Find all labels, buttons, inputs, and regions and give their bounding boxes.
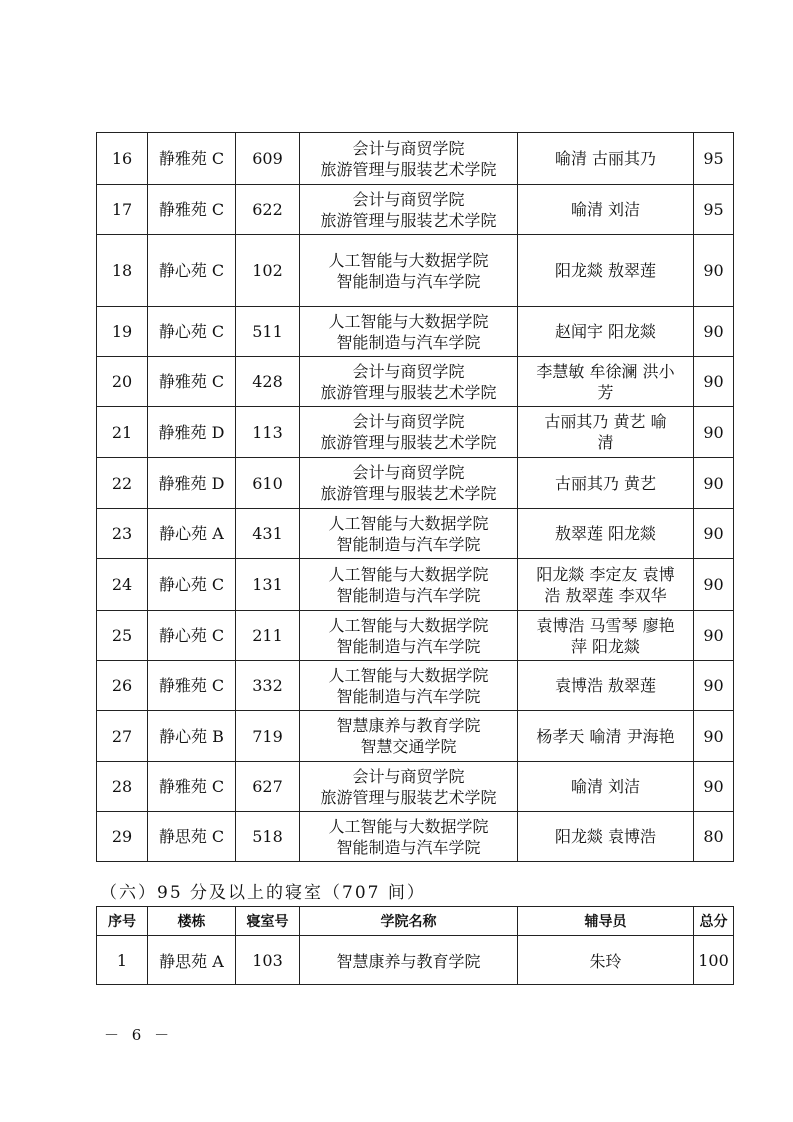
cell-tutors bbox=[518, 509, 694, 559]
cell-tutors bbox=[518, 407, 694, 458]
cell-score: 90 bbox=[694, 711, 734, 762]
cell-colleges-line: 智能制造与汽车学院 bbox=[336, 332, 481, 352]
cell-colleges-line: 智慧康养与教育学院 bbox=[336, 716, 481, 735]
table-row bbox=[97, 711, 734, 762]
cell-tutors bbox=[518, 559, 694, 611]
cell-building: 静心苑 B bbox=[148, 711, 236, 762]
cell-score: 90 bbox=[694, 661, 734, 711]
cell-building: 静雅苑 D bbox=[148, 407, 236, 458]
table-row bbox=[97, 458, 734, 509]
table-row bbox=[97, 936, 734, 985]
cell-colleges-line: 智能制造与汽车学院 bbox=[336, 271, 481, 291]
cell-room: 518 bbox=[236, 812, 300, 862]
cell-colleges-line: 会计与商贸学院 bbox=[352, 463, 465, 482]
cell-building: 静雅苑 C bbox=[148, 357, 236, 407]
cell-no: 19 bbox=[97, 307, 148, 357]
cell-colleges bbox=[300, 611, 518, 661]
cell-tutors-line: 阳龙燚 李定友 袁博 bbox=[536, 564, 675, 584]
cell-room: 719 bbox=[236, 711, 300, 762]
cell-colleges-line: 智能制造与汽车学院 bbox=[336, 636, 481, 656]
cell-colleges bbox=[300, 661, 518, 711]
cell-colleges-line: 人工智能与大数据学院 bbox=[328, 816, 489, 836]
cell-college: 智慧康养与教育学院 bbox=[300, 936, 518, 985]
cell-tutors bbox=[518, 812, 694, 862]
cell-tutors-line: 芳 bbox=[597, 382, 614, 402]
cell-colleges bbox=[300, 235, 518, 307]
table-row bbox=[97, 762, 734, 812]
cell-room: 102 bbox=[236, 235, 300, 307]
cell-tutors-line: 李慧敏 牟徐澜 洪小 bbox=[536, 361, 675, 381]
cell-score: 90 bbox=[694, 611, 734, 661]
cell-score: 90 bbox=[694, 458, 734, 509]
table-row bbox=[97, 407, 734, 458]
dormitory-score-table-body bbox=[97, 133, 734, 862]
cell-tutors-line: 敖翠莲 阳龙燚 bbox=[554, 524, 657, 543]
cell-score: 95 bbox=[694, 185, 734, 235]
cell-building: 静思苑 A bbox=[148, 936, 236, 985]
cell-colleges bbox=[300, 407, 518, 458]
cell-tutors-line: 喻清 刘洁 bbox=[570, 777, 641, 796]
cell-colleges bbox=[300, 357, 518, 407]
cell-tutors bbox=[518, 357, 694, 407]
cell-tutors bbox=[518, 611, 694, 661]
cell-colleges-line: 智能制造与汽车学院 bbox=[336, 837, 481, 857]
cell-no: 1 bbox=[97, 936, 148, 985]
cell-building: 静雅苑 C bbox=[148, 133, 236, 185]
cell-colleges bbox=[300, 711, 518, 762]
cell-score: 90 bbox=[694, 509, 734, 559]
cell-colleges bbox=[300, 559, 518, 611]
cell-score: 80 bbox=[694, 812, 734, 862]
cell-tutors bbox=[518, 185, 694, 235]
cell-tutors bbox=[518, 458, 694, 509]
cell-no: 23 bbox=[97, 509, 148, 559]
cell-colleges-line: 会计与商贸学院 bbox=[352, 412, 465, 431]
section-heading: （六）95 分及以上的寝室（707 间） bbox=[100, 883, 426, 903]
cell-colleges-line: 人工智能与大数据学院 bbox=[328, 311, 489, 331]
cell-building: 静心苑 C bbox=[148, 559, 236, 611]
cell-colleges-line: 智慧交通学院 bbox=[360, 737, 457, 756]
cell-colleges bbox=[300, 509, 518, 559]
cell-no: 25 bbox=[97, 611, 148, 661]
cell-score: 95 bbox=[694, 133, 734, 185]
header-score: 总分 bbox=[694, 907, 734, 936]
cell-building: 静思苑 C bbox=[148, 812, 236, 862]
table-row bbox=[97, 661, 734, 711]
top-dormitory-table bbox=[96, 906, 734, 985]
cell-colleges-line: 会计与商贸学院 bbox=[352, 766, 465, 786]
header-tutor: 辅导员 bbox=[518, 907, 694, 936]
cell-tutors bbox=[518, 307, 694, 357]
cell-room: 622 bbox=[236, 185, 300, 235]
cell-building: 静心苑 C bbox=[148, 307, 236, 357]
cell-tutors-line: 古丽其乃 黄艺 喻 bbox=[544, 412, 667, 431]
cell-building: 静心苑 C bbox=[148, 235, 236, 307]
cell-building: 静雅苑 C bbox=[148, 661, 236, 711]
cell-colleges-line: 人工智能与大数据学院 bbox=[328, 665, 489, 685]
cell-no: 27 bbox=[97, 711, 148, 762]
cell-room: 627 bbox=[236, 762, 300, 812]
table-row bbox=[97, 509, 734, 559]
cell-building: 静雅苑 D bbox=[148, 458, 236, 509]
table-row bbox=[97, 235, 734, 307]
cell-colleges-line: 旅游管理与服装艺术学院 bbox=[320, 484, 497, 503]
cell-no: 20 bbox=[97, 357, 148, 407]
table-row bbox=[97, 133, 734, 185]
cell-tutors-line: 喻清 刘洁 bbox=[570, 200, 641, 219]
cell-tutors bbox=[518, 762, 694, 812]
cell-tutors bbox=[518, 711, 694, 762]
cell-colleges-line: 会计与商贸学院 bbox=[352, 138, 465, 158]
cell-room: 332 bbox=[236, 661, 300, 711]
dormitory-score-table bbox=[96, 132, 734, 862]
cell-colleges-line: 人工智能与大数据学院 bbox=[328, 513, 489, 533]
cell-score: 90 bbox=[694, 559, 734, 611]
cell-colleges bbox=[300, 458, 518, 509]
page-number: － 6 － bbox=[104, 1026, 174, 1044]
cell-room: 103 bbox=[236, 936, 300, 985]
cell-tutors-line: 袁博浩 敖翠莲 bbox=[554, 676, 657, 695]
cell-no: 28 bbox=[97, 762, 148, 812]
cell-room: 428 bbox=[236, 357, 300, 407]
cell-no: 21 bbox=[97, 407, 148, 458]
cell-colleges bbox=[300, 762, 518, 812]
cell-no: 18 bbox=[97, 235, 148, 307]
header-building: 楼栋 bbox=[148, 907, 236, 936]
cell-colleges-line: 旅游管理与服装艺术学院 bbox=[320, 159, 497, 179]
cell-tutors-line: 喻清 古丽其乃 bbox=[554, 149, 657, 168]
header-college: 学院名称 bbox=[300, 907, 518, 936]
cell-colleges-line: 智能制造与汽车学院 bbox=[336, 686, 481, 706]
cell-no: 16 bbox=[97, 133, 148, 185]
cell-no: 29 bbox=[97, 812, 148, 862]
table-row bbox=[97, 611, 734, 661]
cell-colleges bbox=[300, 812, 518, 862]
cell-tutors-line: 赵闻宇 阳龙燚 bbox=[554, 322, 657, 341]
cell-score: 90 bbox=[694, 307, 734, 357]
cell-tutors-line: 清 bbox=[597, 433, 614, 452]
cell-tutors-line: 袁博浩 马雪琴 廖艳 bbox=[536, 615, 675, 635]
cell-no: 24 bbox=[97, 559, 148, 611]
cell-room: 211 bbox=[236, 611, 300, 661]
header-no: 序号 bbox=[97, 907, 148, 936]
cell-colleges-line: 旅游管理与服装艺术学院 bbox=[320, 382, 497, 402]
cell-tutors-line: 古丽其乃 黄艺 bbox=[554, 473, 657, 493]
cell-tutors-line: 萍 阳龙燚 bbox=[570, 636, 641, 656]
cell-colleges-line: 旅游管理与服装艺术学院 bbox=[320, 787, 497, 807]
cell-no: 26 bbox=[97, 661, 148, 711]
cell-colleges-line: 智能制造与汽车学院 bbox=[336, 534, 481, 554]
table-row bbox=[97, 307, 734, 357]
cell-colleges bbox=[300, 133, 518, 185]
cell-colleges-line: 会计与商贸学院 bbox=[352, 189, 465, 209]
cell-tutors bbox=[518, 235, 694, 307]
cell-colleges-line: 智能制造与汽车学院 bbox=[336, 585, 481, 605]
cell-room: 113 bbox=[236, 407, 300, 458]
cell-building: 静心苑 C bbox=[148, 611, 236, 661]
cell-colleges-line: 人工智能与大数据学院 bbox=[328, 564, 489, 584]
cell-room: 610 bbox=[236, 458, 300, 509]
cell-colleges-line: 会计与商贸学院 bbox=[352, 361, 465, 381]
cell-no: 22 bbox=[97, 458, 148, 509]
cell-colleges-line: 旅游管理与服装艺术学院 bbox=[320, 433, 497, 452]
cell-room: 511 bbox=[236, 307, 300, 357]
cell-tutors bbox=[518, 133, 694, 185]
table-header-row bbox=[97, 907, 734, 936]
cell-building: 静雅苑 C bbox=[148, 185, 236, 235]
cell-no: 17 bbox=[97, 185, 148, 235]
cell-score: 90 bbox=[694, 235, 734, 307]
table-row bbox=[97, 185, 734, 235]
cell-colleges-line: 人工智能与大数据学院 bbox=[328, 615, 489, 635]
cell-tutors-line: 杨孝天 喻清 尹海艳 bbox=[536, 726, 675, 746]
cell-score: 90 bbox=[694, 407, 734, 458]
cell-room: 431 bbox=[236, 509, 300, 559]
header-room: 寝室号 bbox=[236, 907, 300, 936]
cell-colleges bbox=[300, 307, 518, 357]
cell-tutors-line: 阳龙燚 袁博浩 bbox=[554, 827, 657, 846]
cell-colleges-line: 人工智能与大数据学院 bbox=[328, 250, 489, 270]
cell-score: 90 bbox=[694, 357, 734, 407]
table-row bbox=[97, 812, 734, 862]
cell-building: 静心苑 A bbox=[148, 509, 236, 559]
cell-tutor: 朱玲 bbox=[518, 936, 694, 985]
cell-tutors-line: 阳龙燚 敖翠莲 bbox=[554, 261, 657, 280]
cell-colleges bbox=[300, 185, 518, 235]
cell-room: 609 bbox=[236, 133, 300, 185]
cell-tutors-line: 浩 敖翠莲 李双华 bbox=[544, 585, 667, 605]
cell-score: 100 bbox=[694, 936, 734, 985]
table-row bbox=[97, 559, 734, 611]
cell-room: 131 bbox=[236, 559, 300, 611]
cell-building: 静雅苑 C bbox=[148, 762, 236, 812]
cell-colleges-line: 旅游管理与服装艺术学院 bbox=[320, 210, 497, 230]
table-row bbox=[97, 357, 734, 407]
cell-tutors bbox=[518, 661, 694, 711]
cell-score: 90 bbox=[694, 762, 734, 812]
